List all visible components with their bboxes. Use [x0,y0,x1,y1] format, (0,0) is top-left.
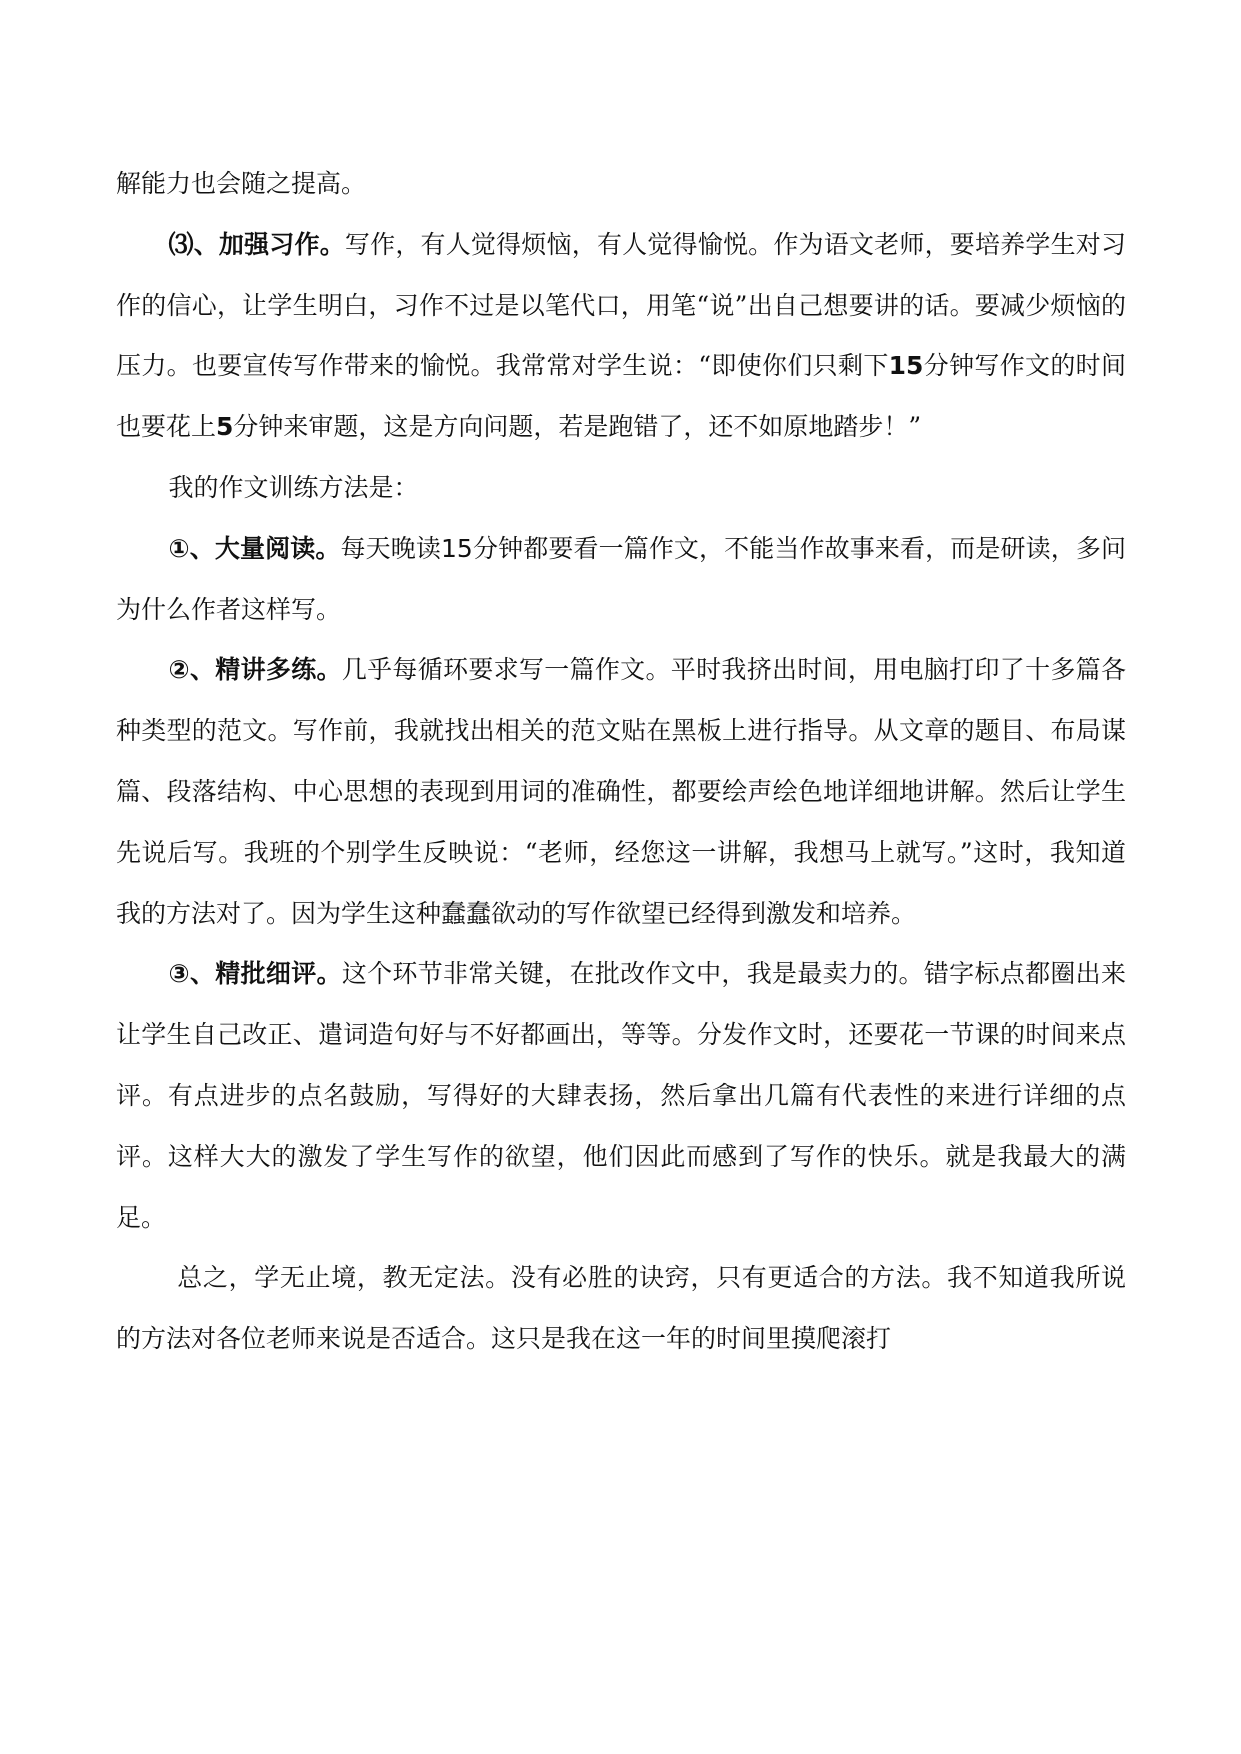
paragraph-text: 几乎每循环要求写一篇作文。平时我挤出时间，用电脑打印了十多篇各种类型的范文。写作前，我就找出相关的范文贴在黑板上进行指导。从文章的题目、布局谋篇、段落结构、中心思想的表现到用词的准确性，都要绘声绘色地详细地讲解。然后让学生先说后写。我班的个别学生反映说：“老师，经您这一讲解，我想马上就写。”这时，我知道我的方法对了。因为学生这种蠢蠢欲动的写作欲望已经得到激发和培养。 [116,655,1126,928]
paragraph-intensive-teaching [116,640,1126,944]
paragraph-text: 分钟都要看一篇作文，不能当作故事来看，而是研读，多问为什么作者这样写。 [116,533,1126,624]
section-heading: ③、精批细评。 [168,959,342,989]
paragraph-text: 解能力也会随之提高。 [116,169,367,198]
section-heading: ⑶、加强习作。 [168,229,345,259]
paragraph-continuation [116,154,1126,215]
paragraph-detailed-grading [116,944,1126,1248]
paragraph-text: 每天晚读 [340,533,442,563]
paragraph-text: 我的作文训练方法是： [168,472,419,502]
section-heading: ②、精讲多练。 [168,655,342,685]
paragraph-text: 分钟来审题，这是方向问题，若是跑错了，还不如原地踏步！” [233,412,922,442]
number-text: 15 [888,351,924,381]
section-heading: ①、大量阅读。 [168,533,341,563]
paragraph-conclusion [116,1248,1126,1370]
number-text: 15 [441,533,473,563]
number-text: 5 [216,412,234,442]
paragraph-writing-practice [116,215,1126,458]
paragraph-extensive-reading [116,519,1126,641]
paragraph-text: 总之，学无止境，教无定法。没有必胜的诀窍，只有更适合的方法。我不知道我所说的方法对各位老师来说是否适合。这只是我在这一年的时间里摸爬滚打 [116,1263,1126,1354]
document-body [116,154,1126,1370]
paragraph-text: 写作，有人觉得烦恼，有人觉得愉悦。作为语文老师，要培养学生对习作的信心，让学生明白，习作不过是以笔代口，用笔“说”出自己想要讲的话。要减少烦恼的压力。也要宣传写作带来的愉悦。我常常对学生说：“即使你们只剩下 [116,229,1126,381]
paragraph-text: 这个环节非常关键，在批改作文中，我是最卖力的。错字标点都圈出来让学生自己改正、遣词造句好与不好都画出，等等。分发作文时，还要花一节课的时间来点评。有点进步的点名鼓励，写得好的大肆表扬，然后拿出几篇有代表性的来进行详细的点评。这样大大的激发了学生写作的欲望，他们因此而感到了写作的快乐。就是我最大的满足。 [116,959,1126,1232]
paragraph-method-intro [116,458,1126,519]
paragraph-text: 分钟写作文的时间也要花上 [116,351,1126,442]
